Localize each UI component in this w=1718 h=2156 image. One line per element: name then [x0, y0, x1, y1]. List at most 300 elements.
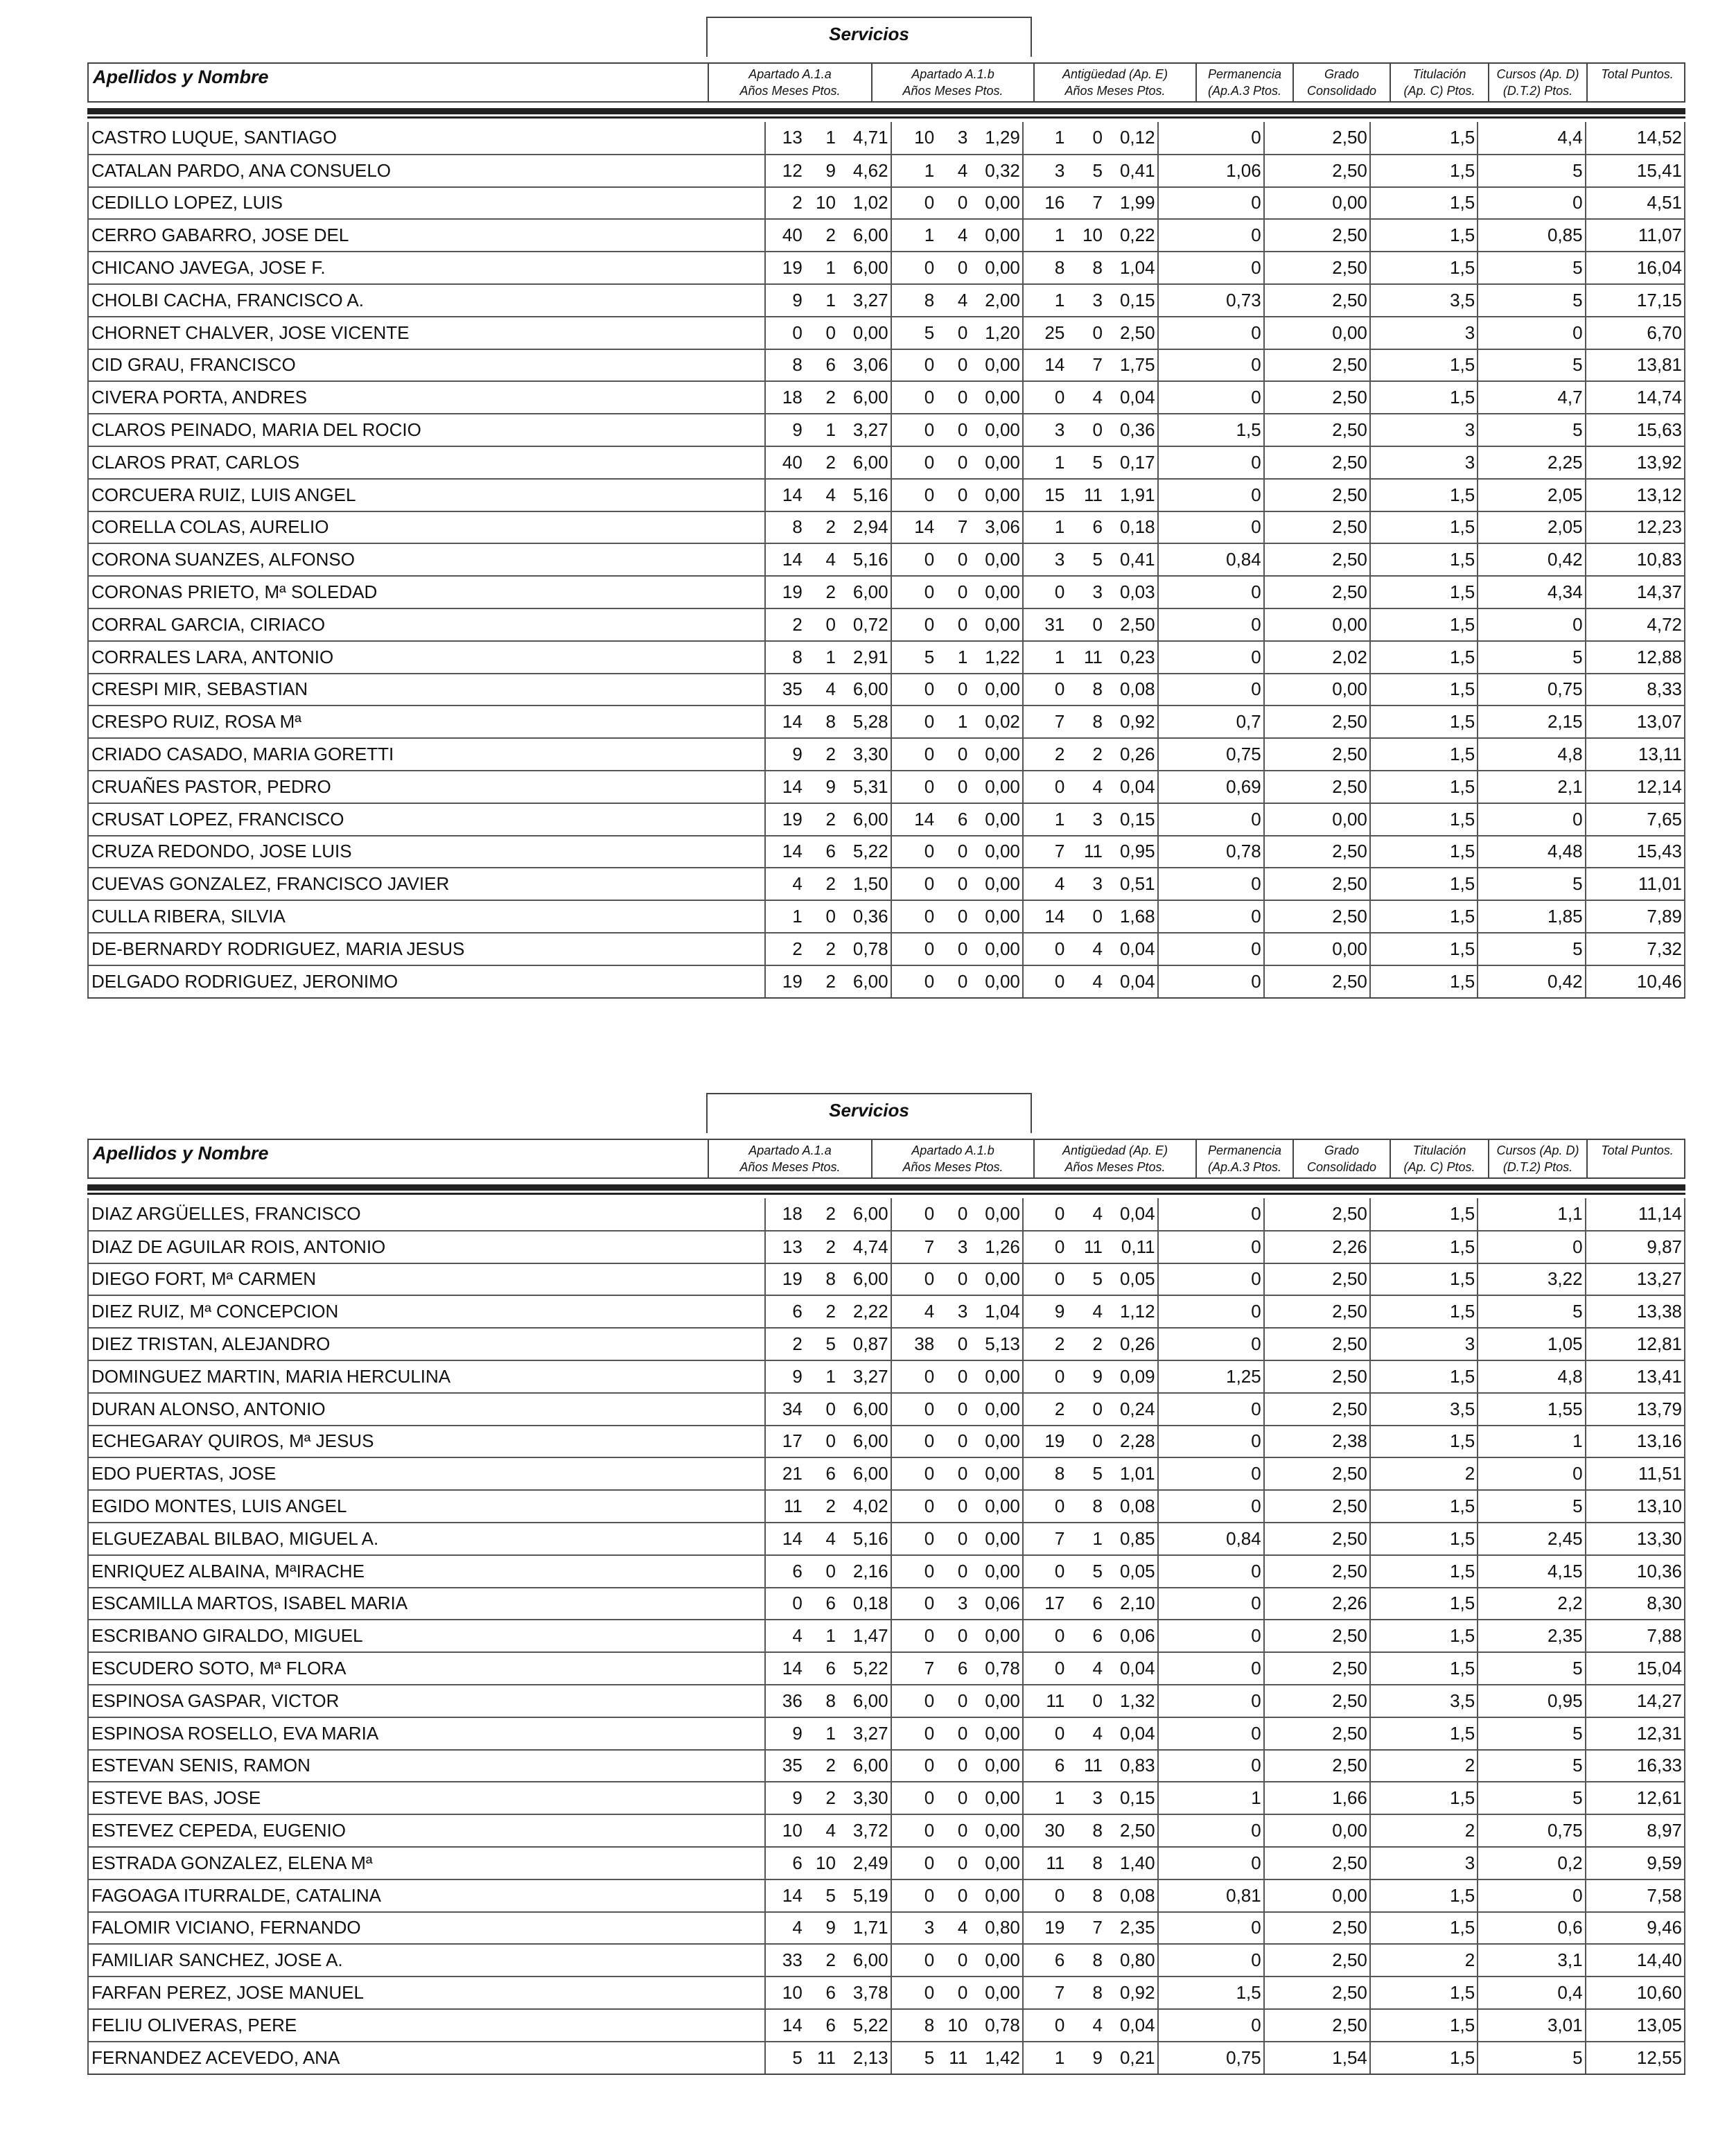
name-cell: EDO PUERTAS, JOSE: [88, 1457, 765, 1490]
table-row: [88, 414, 1685, 446]
table-row: [88, 511, 1685, 544]
value-cell: 7: [1067, 1912, 1105, 1945]
value-cell: 5: [891, 2042, 937, 2074]
value-cell: 13,79: [1586, 1393, 1685, 1426]
name-cell: DIEZ TRISTAN, ALEJANDRO: [88, 1328, 765, 1360]
value-cell: 0: [936, 1393, 970, 1426]
value-cell: 3: [936, 122, 970, 155]
value-cell: 2,50: [1264, 1523, 1370, 1555]
value-cell: 2: [805, 1295, 838, 1328]
value-cell: 3,5: [1370, 1393, 1478, 1426]
value-cell: 9: [1023, 1295, 1067, 1328]
column-header: Total Puntos.: [1586, 1140, 1687, 1179]
value-cell: 3: [1067, 576, 1105, 608]
value-cell: 0,00: [970, 543, 1023, 576]
value-cell: 0,92: [1105, 1977, 1158, 2009]
table-row: [88, 1814, 1685, 1847]
value-cell: 0,00: [970, 252, 1023, 284]
name-cell: ESTEVEZ CEPEDA, EUGENIO: [88, 1814, 765, 1847]
value-cell: 0,08: [1105, 1490, 1158, 1523]
value-cell: 14: [765, 543, 805, 576]
value-cell: 2,50: [1264, 1328, 1370, 1360]
value-cell: 17: [765, 1426, 805, 1458]
value-cell: 0: [936, 1328, 970, 1360]
value-cell: 4: [805, 1523, 838, 1555]
value-cell: 1,5: [1370, 900, 1478, 933]
value-cell: 0,04: [1105, 1717, 1158, 1750]
value-cell: 3,5: [1370, 1685, 1478, 1717]
table-row: [88, 1523, 1685, 1555]
value-cell: 0: [1158, 317, 1264, 349]
value-cell: 0,11: [1105, 1231, 1158, 1263]
value-cell: 0: [936, 1782, 970, 1814]
value-cell: 0: [936, 738, 970, 771]
value-cell: 1: [765, 900, 805, 933]
value-cell: 0: [936, 771, 970, 803]
value-cell: 4: [1067, 965, 1105, 998]
value-cell: 0: [1158, 1814, 1264, 1847]
value-cell: 1,5: [1370, 705, 1478, 738]
value-cell: 11,01: [1586, 868, 1685, 900]
table-row: [88, 1263, 1685, 1296]
value-cell: 1,75: [1105, 349, 1158, 382]
name-cell: ESPINOSA GASPAR, VICTOR: [88, 1685, 765, 1717]
value-cell: 0: [1023, 674, 1067, 706]
value-cell: 1,5: [1370, 1263, 1478, 1296]
value-cell: 2,50: [1264, 1652, 1370, 1685]
value-cell: 40: [765, 219, 805, 252]
value-cell: 0,00: [970, 965, 1023, 998]
value-cell: 0,95: [1478, 1685, 1585, 1717]
value-cell: 19: [765, 252, 805, 284]
value-cell: 0: [1023, 1879, 1067, 1912]
value-cell: 1: [805, 122, 838, 155]
table-row: [88, 803, 1685, 836]
value-cell: 0,00: [1264, 1814, 1370, 1847]
value-cell: 0,78: [838, 933, 891, 965]
value-cell: 0: [1158, 1231, 1264, 1263]
value-cell: 1: [1023, 803, 1067, 836]
name-cell: CHORNET CHALVER, JOSE VICENTE: [88, 317, 765, 349]
value-cell: 0: [936, 1977, 970, 2009]
value-cell: 1: [1023, 511, 1067, 544]
value-cell: 3: [1370, 446, 1478, 479]
value-cell: 1: [936, 641, 970, 674]
value-cell: 1,5: [1370, 1652, 1478, 1685]
value-cell: 13,81: [1586, 349, 1685, 382]
value-cell: 7: [891, 1231, 937, 1263]
value-cell: 8: [1023, 1457, 1067, 1490]
value-cell: 0,51: [1105, 868, 1158, 900]
value-cell: 4: [1067, 381, 1105, 414]
value-cell: 0,78: [970, 1652, 1023, 1685]
value-cell: 0: [1158, 349, 1264, 382]
value-cell: 0: [1067, 900, 1105, 933]
value-cell: 14: [765, 836, 805, 868]
value-cell: 4: [1067, 1295, 1105, 1328]
value-cell: 5,16: [838, 543, 891, 576]
name-cell: CORRALES LARA, ANTONIO: [88, 641, 765, 674]
value-cell: 0,80: [970, 1912, 1023, 1945]
value-cell: 35: [765, 674, 805, 706]
name-cell: CORONAS PRIETO, Mª SOLEDAD: [88, 576, 765, 608]
value-cell: 6: [805, 349, 838, 382]
name-cell: CRESPI MIR, SEBASTIAN: [88, 674, 765, 706]
value-cell: 0,05: [1105, 1263, 1158, 1296]
table-row: [88, 1912, 1685, 1945]
column-header: Apartado A.1.b Años Meses Ptos.: [871, 64, 1033, 103]
value-cell: 0,00: [970, 771, 1023, 803]
value-cell: 2: [805, 219, 838, 252]
value-cell: 0: [936, 1944, 970, 1977]
name-cell: CRESPO RUIZ, ROSA Mª: [88, 705, 765, 738]
value-cell: 3: [1023, 155, 1067, 187]
value-cell: 1,85: [1478, 900, 1585, 933]
value-cell: 0: [891, 1360, 937, 1393]
value-cell: 13,41: [1586, 1360, 1685, 1393]
name-cell: DIAZ ARGÜELLES, FRANCISCO: [88, 1198, 765, 1231]
header-rule-thick: [87, 1184, 1685, 1191]
value-cell: 1,5: [1370, 122, 1478, 155]
value-cell: 8: [805, 1263, 838, 1296]
value-cell: 0,78: [970, 2009, 1023, 2042]
value-cell: 5: [1067, 1457, 1105, 1490]
value-cell: 8: [891, 284, 937, 317]
value-cell: 0,00: [970, 1457, 1023, 1490]
value-cell: 2: [765, 187, 805, 220]
value-cell: 5: [1478, 1782, 1585, 1814]
value-cell: 2: [1023, 738, 1067, 771]
value-cell: 13,07: [1586, 705, 1685, 738]
value-cell: 0: [1158, 1717, 1264, 1750]
column-header: Antigüedad (Ap. E) Años Meses Ptos.: [1033, 64, 1195, 103]
name-cell: CORRAL GARCIA, CIRIACO: [88, 608, 765, 641]
value-cell: 0,21: [1105, 2042, 1158, 2074]
value-cell: 6,00: [838, 1393, 891, 1426]
value-cell: 0: [936, 1814, 970, 1847]
value-cell: 0: [936, 317, 970, 349]
name-cell: CIVERA PORTA, ANDRES: [88, 381, 765, 414]
value-cell: 2: [805, 1231, 838, 1263]
value-cell: 1,5: [1370, 219, 1478, 252]
value-cell: 38: [891, 1328, 937, 1360]
value-cell: 5,31: [838, 771, 891, 803]
value-cell: 6,00: [838, 1263, 891, 1296]
value-cell: 2,50: [1264, 122, 1370, 155]
value-cell: 6: [805, 1977, 838, 2009]
value-cell: 1,5: [1370, 511, 1478, 544]
value-cell: 9: [765, 414, 805, 446]
value-cell: 13,12: [1586, 479, 1685, 511]
value-cell: 0: [1158, 803, 1264, 836]
value-cell: 4: [1067, 1198, 1105, 1231]
value-cell: 2,45: [1478, 1523, 1585, 1555]
value-cell: 0: [1158, 2009, 1264, 2042]
value-cell: 11,07: [1586, 219, 1685, 252]
value-cell: 0,42: [1478, 965, 1585, 998]
value-cell: 0: [1023, 1360, 1067, 1393]
value-cell: 0: [765, 317, 805, 349]
value-cell: 14,37: [1586, 576, 1685, 608]
value-cell: 0,00: [970, 219, 1023, 252]
value-cell: 3,72: [838, 1814, 891, 1847]
value-cell: 4: [1067, 1652, 1105, 1685]
value-cell: 3,06: [838, 349, 891, 382]
value-cell: 6: [805, 1457, 838, 1490]
value-cell: 0: [1023, 1717, 1067, 1750]
value-cell: 6: [1067, 1620, 1105, 1652]
column-header: Grado Consolidado: [1292, 64, 1390, 103]
value-cell: 4,02: [838, 1490, 891, 1523]
value-cell: 14: [1023, 349, 1067, 382]
value-cell: 11: [765, 1490, 805, 1523]
value-cell: 5: [805, 1879, 838, 1912]
value-cell: 0: [1158, 965, 1264, 998]
column-header: Permanencia (Ap.A.3 Ptos.: [1195, 1140, 1292, 1179]
value-cell: 0,08: [1105, 674, 1158, 706]
value-cell: 3,30: [838, 1782, 891, 1814]
value-cell: 9: [1067, 2042, 1105, 2074]
value-cell: 10,46: [1586, 965, 1685, 998]
value-cell: 2,50: [1264, 1198, 1370, 1231]
value-cell: 8: [805, 1685, 838, 1717]
value-cell: 1: [805, 1717, 838, 1750]
value-cell: 0: [1158, 933, 1264, 965]
value-cell: 3: [1067, 1782, 1105, 1814]
name-cell: FELIU OLIVERAS, PERE: [88, 2009, 765, 2042]
name-cell: ESCRIBANO GIRALDO, MIGUEL: [88, 1620, 765, 1652]
value-cell: 0: [936, 252, 970, 284]
value-cell: 0,04: [1105, 1652, 1158, 1685]
value-cell: 1,04: [1105, 252, 1158, 284]
value-cell: 1: [805, 641, 838, 674]
table-row: [88, 1426, 1685, 1458]
value-cell: 10: [805, 187, 838, 220]
value-cell: 19: [1023, 1912, 1067, 1945]
value-cell: 0,36: [838, 900, 891, 933]
value-cell: 6: [805, 2009, 838, 2042]
value-cell: 7: [891, 1652, 937, 1685]
value-cell: 9: [805, 155, 838, 187]
value-cell: 1,71: [838, 1912, 891, 1945]
value-cell: 40: [765, 446, 805, 479]
value-cell: 0,04: [1105, 2009, 1158, 2042]
value-cell: 1,5: [1370, 771, 1478, 803]
value-cell: 1: [805, 414, 838, 446]
value-cell: 12,31: [1586, 1717, 1685, 1750]
name-cell: CORCUERA RUIZ, LUIS ANGEL: [88, 479, 765, 511]
name-cell: CRUAÑES PASTOR, PEDRO: [88, 771, 765, 803]
value-cell: 18: [765, 1198, 805, 1231]
value-cell: 3,06: [970, 511, 1023, 544]
value-cell: 35: [765, 1750, 805, 1782]
value-cell: 0: [1023, 1263, 1067, 1296]
value-cell: 0,00: [970, 1198, 1023, 1231]
value-cell: 0: [936, 543, 970, 576]
value-cell: 0: [891, 868, 937, 900]
value-cell: 1: [805, 284, 838, 317]
value-cell: 0,06: [1105, 1620, 1158, 1652]
value-cell: 2: [1023, 1328, 1067, 1360]
value-cell: 6,00: [838, 674, 891, 706]
value-cell: 1,29: [970, 122, 1023, 155]
name-cell: DELGADO RODRIGUEZ, JERONIMO: [88, 965, 765, 998]
value-cell: 14,27: [1586, 1685, 1685, 1717]
name-cell: ESCAMILLA MARTOS, ISABEL MARIA: [88, 1588, 765, 1620]
value-cell: 0,00: [970, 1977, 1023, 2009]
value-cell: 0: [1158, 1393, 1264, 1426]
value-cell: 16,33: [1586, 1750, 1685, 1782]
value-cell: 9,59: [1586, 1847, 1685, 1879]
name-cell: CID GRAU, FRANCISCO: [88, 349, 765, 382]
value-cell: 7,89: [1586, 900, 1685, 933]
value-cell: 1,5: [1370, 1198, 1478, 1231]
value-cell: 2,50: [1264, 1912, 1370, 1945]
value-cell: 10: [891, 122, 937, 155]
value-cell: 19: [765, 965, 805, 998]
value-cell: 7,65: [1586, 803, 1685, 836]
value-cell: 6,00: [838, 381, 891, 414]
table-row: [88, 1847, 1685, 1879]
name-cell: DOMINGUEZ MARTIN, MARIA HERCULINA: [88, 1360, 765, 1393]
value-cell: 1: [936, 705, 970, 738]
value-cell: 4: [1067, 2009, 1105, 2042]
value-cell: 13: [765, 122, 805, 155]
value-cell: 2,50: [1264, 2009, 1370, 2042]
value-cell: 1,5: [1370, 381, 1478, 414]
value-cell: 5: [1478, 641, 1585, 674]
value-cell: 33: [765, 1944, 805, 1977]
table-row: [88, 543, 1685, 576]
value-cell: 0,00: [970, 738, 1023, 771]
value-cell: 4: [936, 219, 970, 252]
value-cell: 1,55: [1478, 1393, 1585, 1426]
value-cell: 0,09: [1105, 1360, 1158, 1393]
value-cell: 0: [1158, 608, 1264, 641]
value-cell: 8: [1023, 252, 1067, 284]
value-cell: 0: [936, 1620, 970, 1652]
value-cell: 3: [936, 1588, 970, 1620]
value-cell: 0: [1158, 1426, 1264, 1458]
value-cell: 0: [1478, 608, 1585, 641]
name-column-header: Apellidos y Nombre: [93, 67, 269, 87]
value-cell: 0,04: [1105, 965, 1158, 998]
value-cell: 0,00: [970, 1717, 1023, 1750]
table-row: [88, 1198, 1685, 1231]
value-cell: 1,5: [1370, 1977, 1478, 2009]
value-cell: 2: [1370, 1750, 1478, 1782]
value-cell: 2: [805, 511, 838, 544]
name-cell: CULLA RIBERA, SILVIA: [88, 900, 765, 933]
table-row: [88, 1652, 1685, 1685]
value-cell: 5: [1478, 1717, 1585, 1750]
column-header: Titulación (Ap. C) Ptos.: [1390, 1140, 1488, 1179]
value-cell: 6,00: [838, 576, 891, 608]
value-cell: 0: [1023, 381, 1067, 414]
value-cell: 0: [936, 868, 970, 900]
value-cell: 0: [1158, 900, 1264, 933]
value-cell: 1,47: [838, 1620, 891, 1652]
value-cell: 0: [936, 576, 970, 608]
value-cell: 1,5: [1370, 674, 1478, 706]
value-cell: 0: [936, 1879, 970, 1912]
value-cell: 5: [1067, 543, 1105, 576]
value-cell: 2,50: [1264, 1717, 1370, 1750]
value-cell: 0: [891, 1814, 937, 1847]
value-cell: 0: [891, 1523, 937, 1555]
value-cell: 8: [1067, 705, 1105, 738]
value-cell: 0: [891, 1977, 937, 2009]
value-cell: 1: [1023, 446, 1067, 479]
name-column-header: Apellidos y Nombre: [93, 1143, 269, 1164]
value-cell: 0: [936, 1750, 970, 1782]
value-cell: 4: [765, 1620, 805, 1652]
value-cell: 2,91: [838, 641, 891, 674]
name-cell: DIAZ DE AGUILAR ROIS, ANTONIO: [88, 1231, 765, 1263]
value-cell: 0: [891, 705, 937, 738]
value-cell: 0: [936, 187, 970, 220]
value-cell: 0,04: [1105, 1198, 1158, 1231]
table-row: [88, 738, 1685, 771]
value-cell: 5,22: [838, 1652, 891, 1685]
value-cell: 0,00: [970, 1263, 1023, 1296]
value-cell: 2: [805, 803, 838, 836]
table-row: [88, 868, 1685, 900]
value-cell: 0: [891, 1879, 937, 1912]
value-cell: 2,35: [1478, 1620, 1585, 1652]
value-cell: 6,00: [838, 1685, 891, 1717]
value-cell: 4: [805, 479, 838, 511]
value-cell: 5,16: [838, 479, 891, 511]
name-cell: CRIADO CASADO, MARIA GORETTI: [88, 738, 765, 771]
value-cell: 0: [1158, 219, 1264, 252]
column-header: Total Puntos.: [1586, 64, 1687, 103]
value-cell: 0: [1023, 576, 1067, 608]
value-cell: 1,5: [1370, 1782, 1478, 1814]
value-cell: 30: [1023, 1814, 1067, 1847]
value-cell: 0: [1158, 122, 1264, 155]
value-cell: 13,92: [1586, 446, 1685, 479]
table-row: [88, 1457, 1685, 1490]
value-cell: 5: [1478, 1652, 1585, 1685]
value-cell: 4: [805, 674, 838, 706]
value-cell: 2: [1067, 1328, 1105, 1360]
value-cell: 0,00: [1264, 674, 1370, 706]
value-cell: 1,22: [970, 641, 1023, 674]
value-cell: 13,27: [1586, 1263, 1685, 1296]
value-cell: 6,00: [838, 1457, 891, 1490]
value-cell: 2,2: [1478, 1588, 1585, 1620]
value-cell: 4,4: [1478, 122, 1585, 155]
value-cell: 0: [891, 446, 937, 479]
value-cell: 18: [765, 381, 805, 414]
value-cell: 2,50: [1264, 219, 1370, 252]
value-cell: 1,5: [1370, 349, 1478, 382]
value-cell: 8: [1067, 1944, 1105, 1977]
value-cell: 0,12: [1105, 122, 1158, 155]
value-cell: 0,00: [970, 900, 1023, 933]
value-cell: 6,00: [838, 803, 891, 836]
value-cell: 1,5: [1370, 2042, 1478, 2074]
value-cell: 7,32: [1586, 933, 1685, 965]
value-cell: 0: [805, 317, 838, 349]
value-cell: 6: [805, 836, 838, 868]
value-cell: 8: [1067, 252, 1105, 284]
table-row: [88, 1750, 1685, 1782]
value-cell: 0,02: [970, 705, 1023, 738]
value-cell: 0: [936, 1490, 970, 1523]
value-cell: 0,85: [1478, 219, 1585, 252]
